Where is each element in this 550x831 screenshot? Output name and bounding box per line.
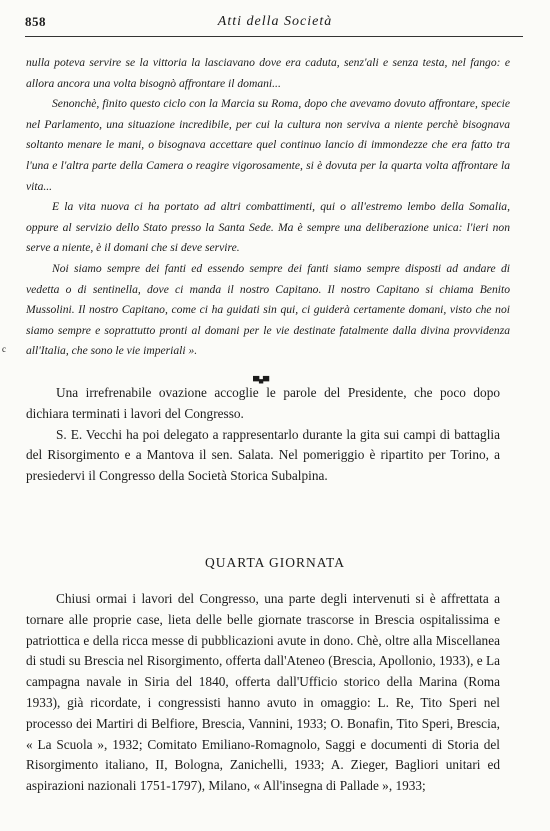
body-text-bottom bbox=[26, 589, 500, 797]
header-rule bbox=[25, 36, 523, 37]
quote-paragraph: E la vita nuova ci ha portato ad altri combattimenti, qui o all'estremo lembo della Somalia, oppure al servizio dello Stato presso la Santa Sede. Ma è sempre una deliberazione unica: l'ieri non serve a niente, è il domani che si deve servire. bbox=[26, 200, 510, 255]
running-title: Atti della Società bbox=[217, 14, 333, 29]
body-paragraph: Una irrefrenabile ovazione accoglie le parole del Presidente, che poco dopo dichiara terminati i lavori del Congresso. bbox=[26, 385, 500, 421]
quoted-speech-block bbox=[26, 53, 510, 362]
margin-mark: c bbox=[2, 344, 6, 354]
ornament-mark: ▀■▀ bbox=[253, 376, 269, 386]
body-text-top bbox=[26, 383, 500, 487]
page-number: 858 bbox=[25, 14, 46, 29]
quote-paragraph: Noi siamo sempre dei fanti ed essendo sempre dei fanti siamo sempre disposti ad andare di vedetta o di sentinella, dove ci manda il nostro Capitano. Il nostro Capitano si chiama Benito Mussolini. Il nostro Capitano, come ci ha guidati sin qui, ci guiderà certamente domani, visto che noi siamo sempre e soprattutto pronti al domani per le vie destinate fatalmente dalla divina provvidenza all'Italia, che sono le vie imperiali ». bbox=[26, 261, 510, 358]
section-title: QUARTA GIORNATA bbox=[205, 555, 345, 570]
page-header bbox=[0, 14, 550, 34]
body-paragraph: Chiusi ormai i lavori del Congresso, una parte degli intervenuti si è affrettata a tornare alle proprie case, lieta delle belle giornate trascorse in Brescia ospitalissima e patriottica e della ricca messe di pubblicazioni avute in dono. Chè, oltre alla Miscellanea di studi su Brescia nel Risorgimento, offerta dall'Ateneo (Brescia, Apollonio, 1933), e La campagna navale in Siria del 1840, offerta dall'Ufficio storico della Marina (Roma 1933), già ricordate, i congressisti hanno avuto in omaggio: L. Re, Tito Speri nel processo dei Martiri di Belfiore, Brescia, Vannini, 1933; O. Bonafin, Tito Speri, Brescia, « La Scuola », 1932; Comitato Emiliano-Romagnolo, Saggi e documenti di Storia del Risorgimento italiano, II, Bologna, Zanichelli, 1933; A. Zieger, Bagliori unitari ed aspirazioni nazionali 1751-1797), Milano, « All'insegna di Pallade », 1933; bbox=[26, 591, 500, 794]
quote-paragraph: nulla poteva servire se la vittoria la lasciavano dove era caduta, senz'ali e senza testa, nel fango: e allora ancora una volta bisognò affrontare il domani... bbox=[26, 56, 510, 90]
body-paragraph: S. E. Vecchi ha poi delegato a rappresentarlo durante la gita sui campi di battaglia del Risorgimento e a Mantova il sen. Salata. Nel pomeriggio è ripartito per Torino, a presiedervi il Congresso della Società Storica Subalpina. bbox=[26, 426, 500, 484]
quote-paragraph: Senonchè, finito questo ciclo con la Marcia su Roma, dopo che avevamo dovuto affrontare, specie nel Parlamento, una situazione incredibile, per cui la cultura non serviva a niente perchè bisognava soltanto menare le mani, o bisognava accettare quel continuo lancio di immondezze che era fatto tra l'una e l'altra parte della Camera o reagire vigorosamente, si è dovuta per la quarta volta affrontare la vita... bbox=[26, 97, 510, 193]
